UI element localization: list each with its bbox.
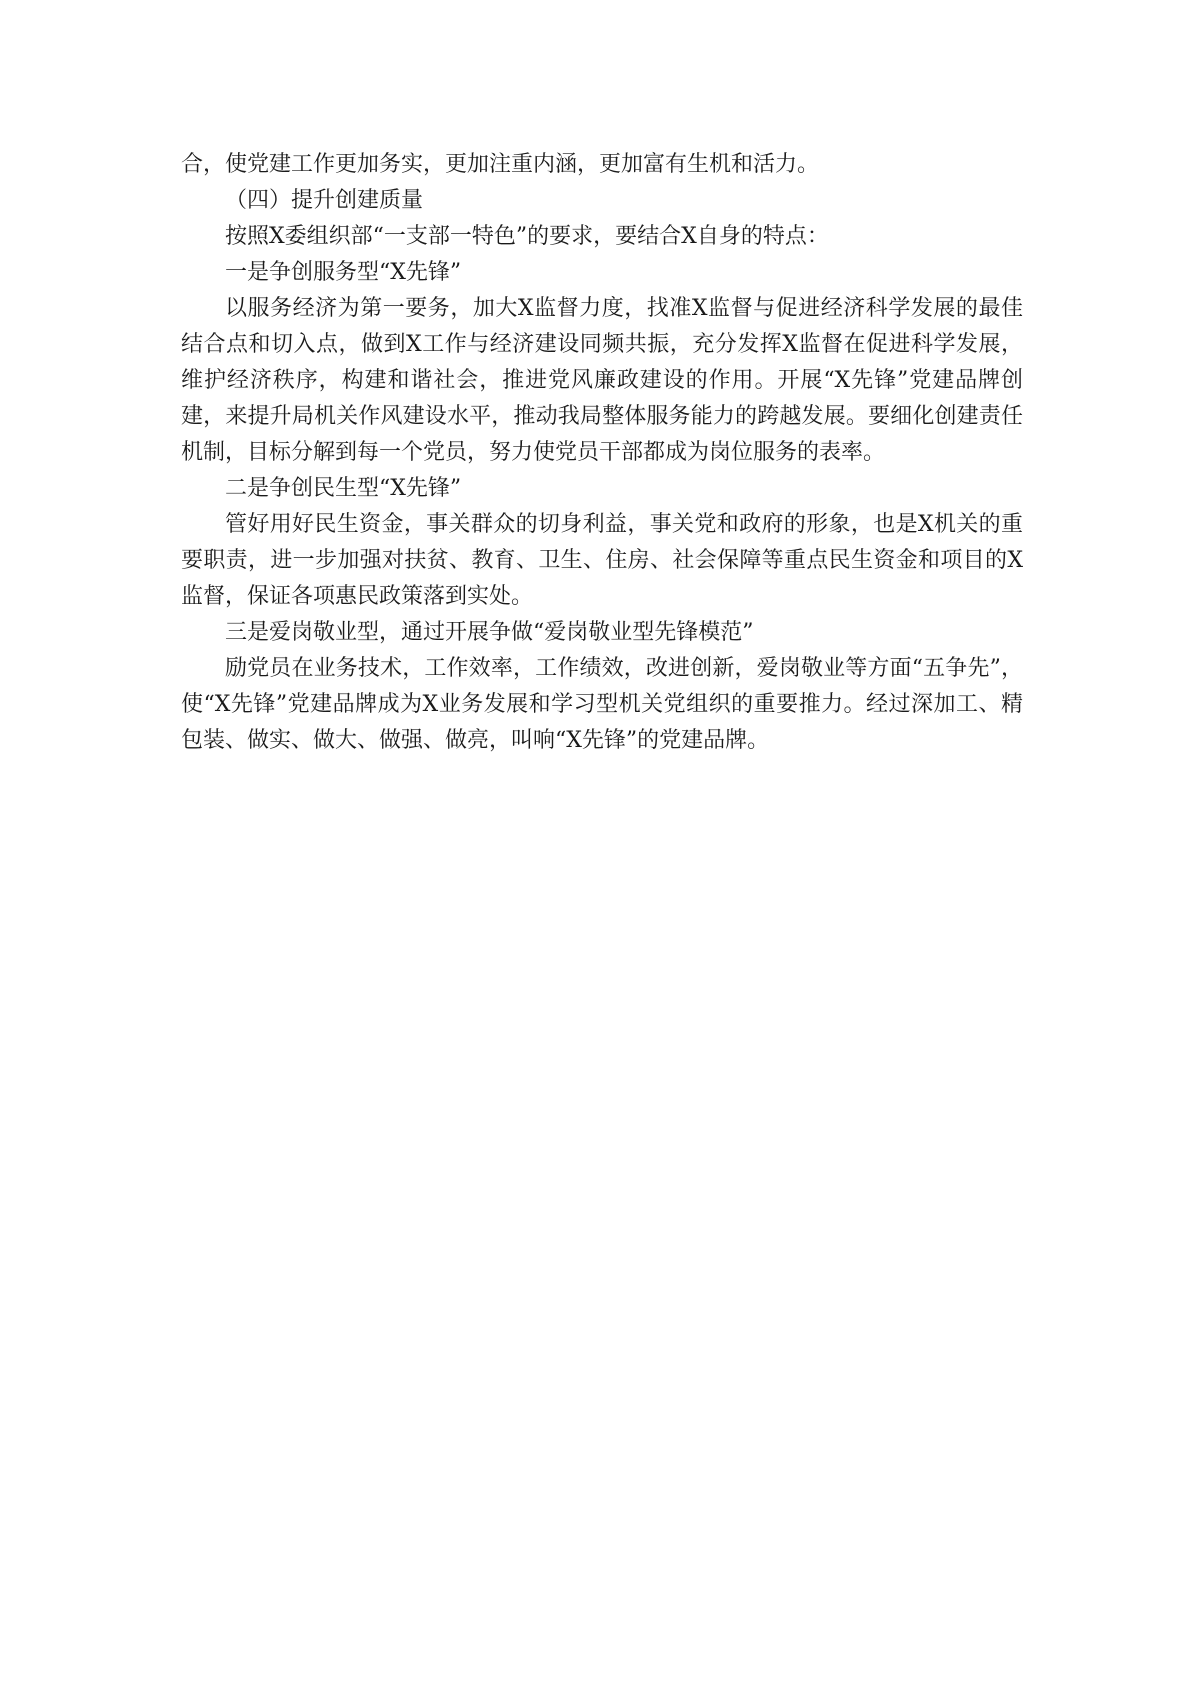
subheading-livelihood-type: 二是争创民生型“X先锋” bbox=[225, 476, 462, 501]
paragraph-requirements: 按照X委组织部“一支部一特色”的要求，要结合X自身的特点： bbox=[225, 224, 829, 249]
paragraph-livelihood-type: 管好用好民生资金，事关群众的切身利益，事关党和政府的形象，也是X机关的重要职责，进一步加强对扶贫、教育、卫生、住房、社会保障等重点民生资金和项目的X监督，保证各项惠民政策落到实处。 bbox=[181, 512, 1023, 609]
subheading-service-type: 一是争创服务型“X先锋” bbox=[225, 260, 462, 285]
paragraph-service-type: 以服务经济为第一要务，加大X监督力度，找准X监督与促进经济科学发展的最佳结合点和切入点，做到X工作与经济建设同频共振，充分发挥X监督在促进科学发展，维护经济秩序，构建和谐社会，推进党风廉政建设的作用。开展“X先锋”党建品牌创建，来提升局机关作风建设水平，推动我局整体服务能力的跨越发展。要细化创建责任机制，目标分解到每一个党员，努力使党员干部都成为岗位服务的表率。 bbox=[181, 296, 1023, 465]
document-body bbox=[181, 147, 1023, 759]
paragraph-dedication-type: 励党员在业务技术，工作效率，工作绩效，改进创新，爱岗敬业等方面“五争先”，使“X先锋”党建品牌成为X业务发展和学习型机关党组织的重要推力。经过深加工、精包装、做实、做大、做强、做亮，叫响“X先锋”的党建品牌。 bbox=[181, 656, 1023, 753]
section-heading-improve-quality: （四）提升创建质量 bbox=[225, 188, 424, 213]
subheading-dedication-type: 三是爱岗敬业型，通过开展争做“爱岗敬业型先锋模范” bbox=[225, 620, 754, 645]
paragraph-continuation: 合，使党建工作更加务实，更加注重内涵，更加富有生机和活力。 bbox=[181, 152, 820, 177]
